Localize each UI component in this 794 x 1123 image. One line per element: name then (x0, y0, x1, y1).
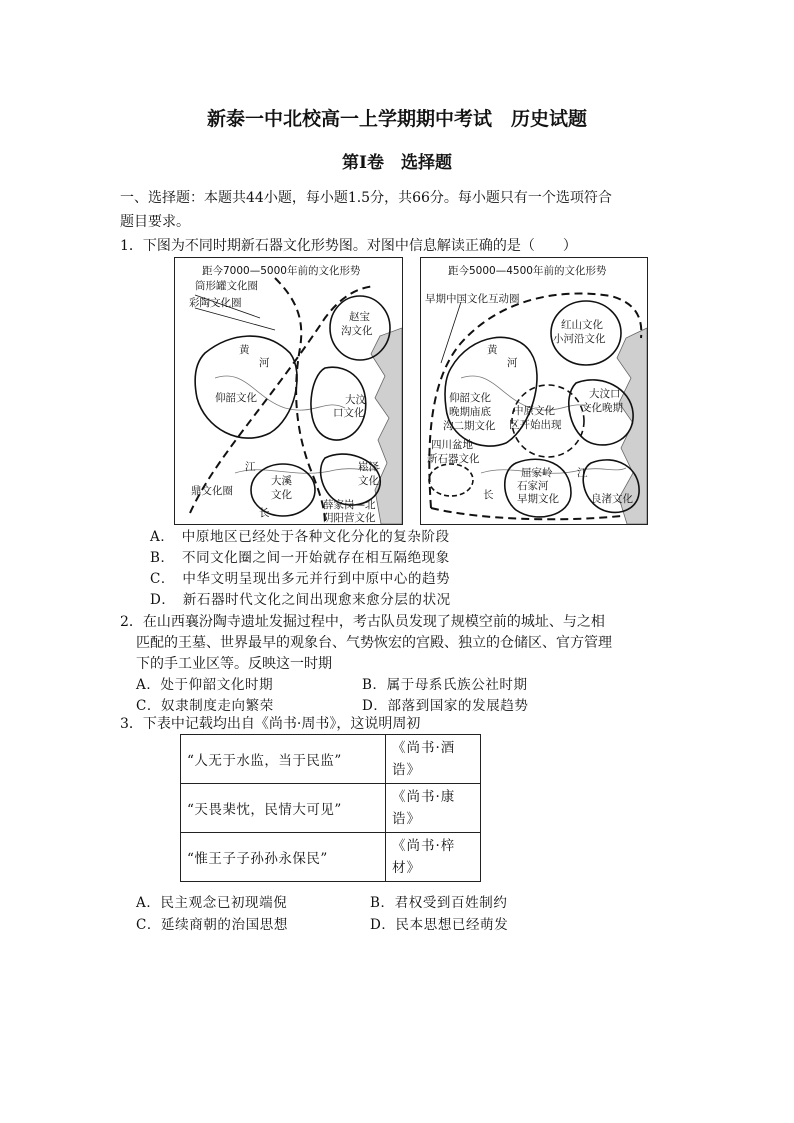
map-left-label: 大溪 (271, 475, 292, 487)
map-left-label: 江 (245, 461, 256, 473)
map-right-label: 中原文化 (513, 405, 555, 417)
q2-option-d: D．部落到国家的发展趋势 (362, 698, 529, 714)
quote-cell: “人无于水监，当于民监” (181, 735, 386, 784)
map-left-figure (174, 257, 403, 525)
q1-option-b: B． 不同文化圈之间一开始就存在相互隔绝现象 (150, 550, 450, 566)
quote-cell: “惟王子子孙孙永保民” (181, 833, 386, 882)
q3-option-c: C．延续商朝的治国思想 (136, 917, 288, 933)
map-left-label: 仰韶文化 (215, 392, 257, 404)
map-right-label: 区开始出现 (509, 419, 562, 431)
map-right-label: 早期中国文化互动圈 (425, 293, 520, 305)
map-right-label: 新石器文化 (427, 453, 480, 465)
map-left-label: 河 (259, 357, 270, 369)
question-2-stem-line-1: 2．在山西襄汾陶寺遗址发掘过程中，考古队员发现了规模空前的城址、与之相 (120, 614, 605, 630)
question-2-stem-line-2: 匹配的王墓、世界最早的观象台、气势恢宏的宫殿、独立的仓储区、官方管理 (136, 635, 612, 651)
instructions-line-1: 一、选择题：本题共44小题，每小题1.5分，共66分。每小题只有一个选项符合 (120, 190, 612, 206)
map-right-label: 晚期庙底 (449, 406, 491, 418)
map-right-label: 江 (577, 467, 588, 479)
map-left-label: 筒形罐文化圈 (195, 280, 258, 292)
q1-option-d: D． 新石器时代文化之间出现愈来愈分层的状况 (150, 592, 451, 608)
map-left-label: 鼎文化圈 (191, 485, 233, 497)
q3-option-b: B．君权受到百姓制约 (370, 895, 508, 911)
map-left-label: 彩陶文化圈 (189, 297, 242, 309)
map-right-title: 距今5000—4500年前的文化形势 (448, 265, 607, 277)
map-right-label: 沟二期文化 (443, 420, 496, 432)
map-left-label: 长 (259, 507, 270, 519)
section-title: 第Ⅰ卷 选择题 (342, 153, 452, 173)
map-right-label: 河 (507, 357, 518, 369)
map-left-label: 文化 (271, 489, 292, 501)
map-right-label: 四川盆地 (431, 439, 473, 451)
map-right-label: 早期文化 (517, 493, 559, 505)
q3-option-a: A．民主观念已初现端倪 (136, 895, 288, 911)
map-right-label: 小河沿文化 (553, 333, 606, 345)
source-line: 《尚书·康 (392, 789, 456, 805)
q2-option-c: C．奴隶制度走向繁荣 (136, 698, 274, 714)
map-left-label: 赵宝 (349, 311, 370, 323)
map-left-label: 薛家岗—北 (323, 499, 376, 511)
map-right-label: 红山文化 (561, 319, 603, 331)
source-line: 《尚书·酒 (392, 740, 456, 756)
map-right-label: 仰韶文化 (449, 392, 491, 404)
table-row (181, 784, 481, 833)
question-1-stem: 1．下图为不同时期新石器文化形势图。对图中信息解读正确的是（ ） (120, 238, 577, 254)
source-line: 诰》 (392, 811, 421, 827)
map-left-label: 文化 (358, 475, 379, 487)
map-left-label: 大汶 (345, 394, 366, 406)
question-2-stem-line-3: 下的手工业区等。反映这一时期 (136, 656, 332, 672)
table-row (181, 833, 481, 882)
q1-option-a: A． 中原地区已经处于各种文化分化的复杂阶段 (150, 529, 450, 545)
table-row (181, 735, 481, 784)
map-right-label: 大汶口 (589, 388, 621, 400)
map-left-title: 距今7000—5000年前的文化形势 (202, 265, 361, 277)
q2-option-b: B．属于母系氏族公社时期 (362, 677, 528, 693)
q3-quote-table (180, 734, 481, 882)
map-right-label: 良渚文化 (591, 493, 633, 505)
question-3-stem: 3．下表中记载均出自《尚书·周书》，这说明周初 (120, 716, 421, 732)
map-right-label: 屈家岭 (521, 467, 553, 479)
source-line: 材》 (392, 860, 421, 876)
map-right-label: 黄 (487, 344, 498, 356)
q1-option-c: C． 中华文明呈现出多元并行到中原中心的趋势 (150, 571, 451, 587)
map-left-label: 崧泽 (358, 461, 379, 473)
map-right-label: 文化晚期 (581, 402, 623, 414)
q3-option-d: D．民本思想已经萌发 (370, 917, 509, 933)
map-right-figure (420, 257, 648, 525)
map-right-label: 石家河 (517, 480, 549, 492)
source-line: 诰》 (392, 762, 421, 778)
map-right-label: 长 (483, 489, 494, 501)
quote-cell: “天畏棐忱，民情大可见” (181, 784, 386, 833)
map-left-label: 口文化 (333, 407, 365, 419)
exam-title: 新泰一中北校高一上学期期中考试 历史试题 (206, 108, 587, 130)
source-cell (386, 784, 481, 833)
map-left-label: 黄 (239, 344, 250, 356)
instructions-line-2: 题目要求。 (120, 214, 190, 230)
source-cell (386, 833, 481, 882)
map-left-label: 阴阳营文化 (323, 512, 376, 524)
map-left-label: 沟文化 (341, 325, 373, 337)
source-line: 《尚书·梓 (392, 838, 456, 854)
q2-option-a: A．处于仰韶文化时期 (136, 677, 274, 693)
source-cell (386, 735, 481, 784)
